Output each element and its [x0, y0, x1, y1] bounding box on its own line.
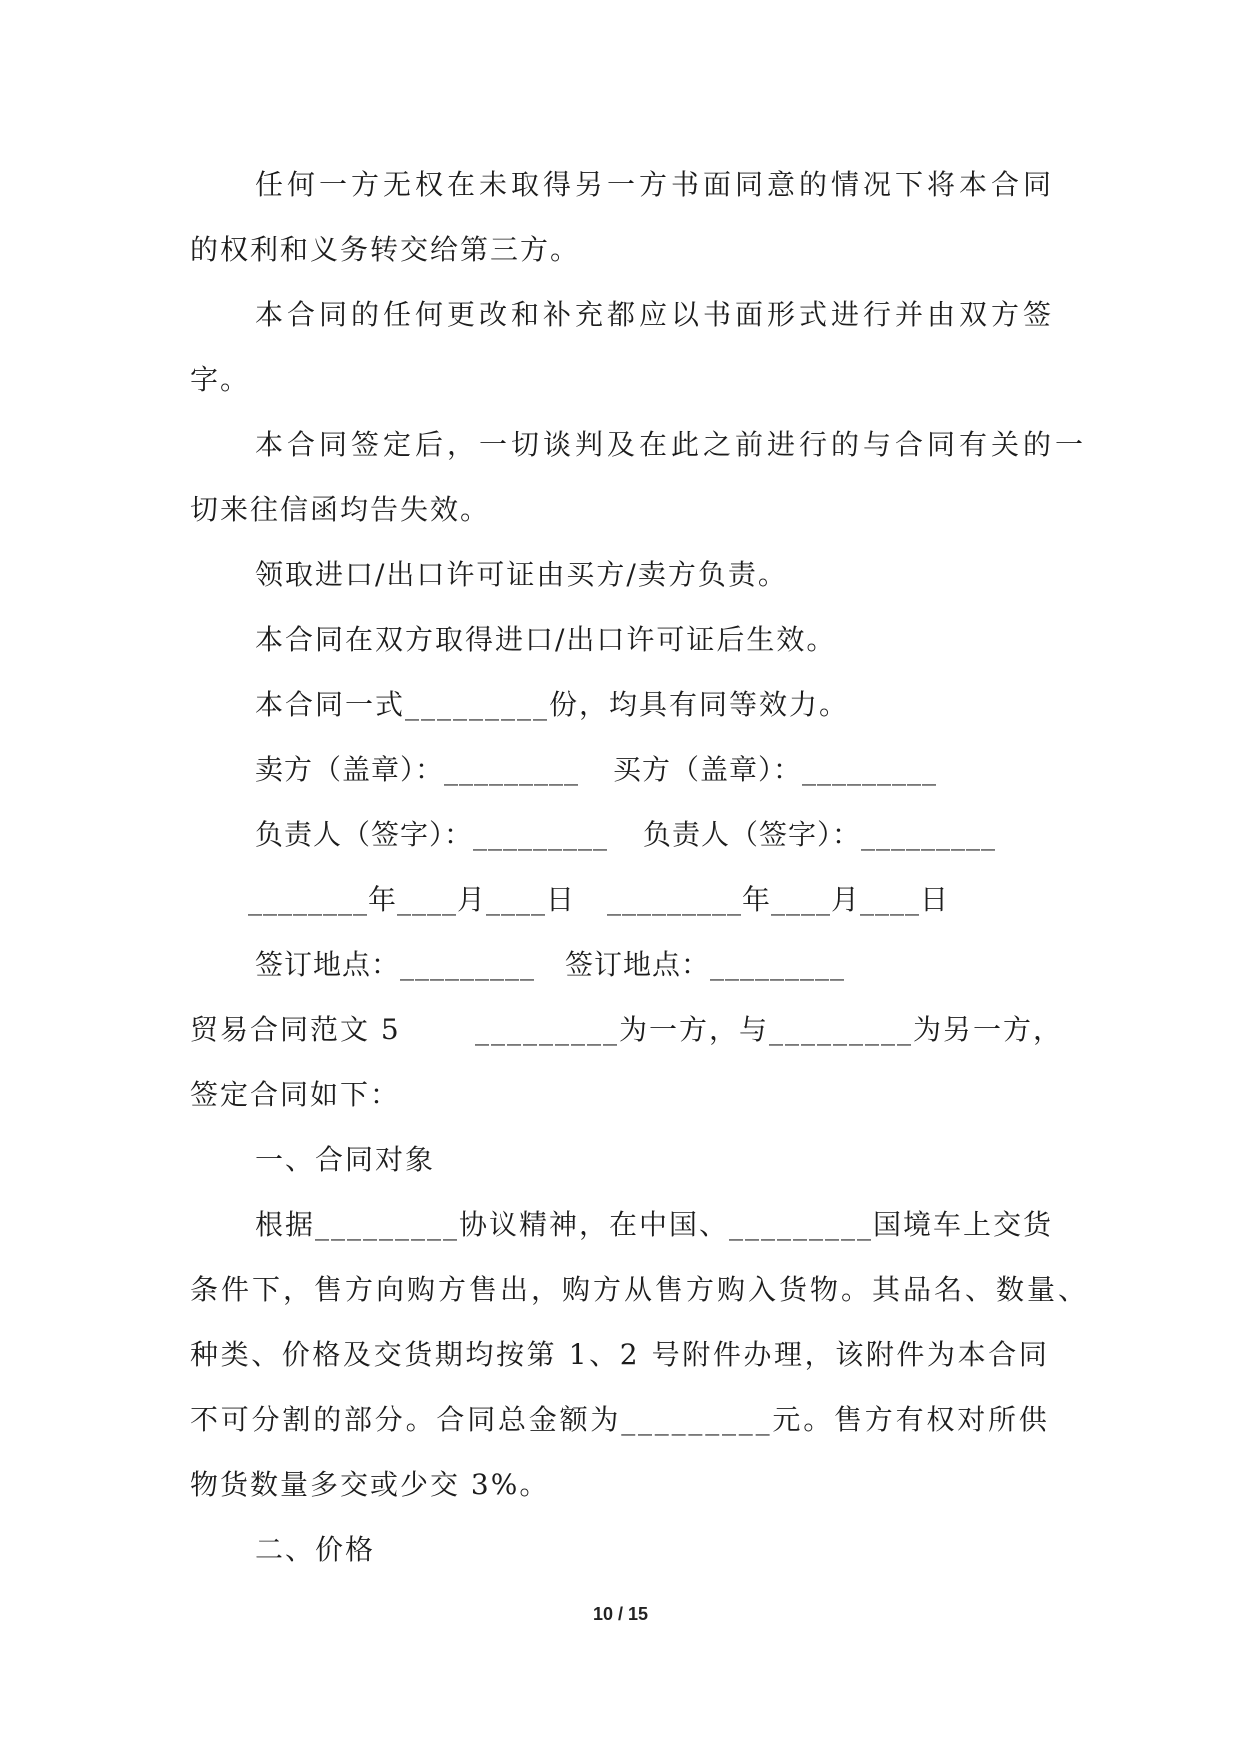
- left-date-field: ________年____月____日: [248, 883, 576, 916]
- clause-amendment-line-2: 字。: [190, 363, 251, 396]
- clause-copies: 本合同一式_________份，均具有同等效力。: [255, 688, 850, 721]
- signature-signatory-row: [190, 802, 1070, 867]
- clause-assignment-line-2: 的权利和义务转交给第三方。: [190, 233, 581, 266]
- clause-supersede-line-1: 本合同签定后，一切谈判及在此之前进行的与合同有关的一: [255, 428, 1088, 461]
- section-1-body-line-4: 不可分割的部分。合同总金额为_________元。售方有权对所供: [190, 1403, 1050, 1436]
- clause-supersede-line-2: 切来往信函均告失效。: [190, 493, 491, 526]
- buyer-seal-field: 买方（盖章）：_________: [613, 753, 938, 786]
- sample-intro-line-2: 签定合同如下：: [190, 1078, 401, 1111]
- seller-seal-field: 卖方（盖章）：_________: [255, 753, 580, 786]
- left-signatory-field: 负责人（签字）：_________: [255, 818, 609, 851]
- document-body: [190, 152, 1090, 1582]
- section-1-body-line-1: 根据_________协议精神，在中国、_________国境车上交货: [255, 1208, 1054, 1241]
- clause-effective: 本合同在双方取得进口/出口许可证后生效。: [255, 623, 837, 656]
- clause-amendment-line-1: 本合同的任何更改和补充都应以书面形式进行并由双方签: [255, 298, 1056, 331]
- section-1-body-line-2: 条件下，售方向购方售出，购方从售方购入货物。其品名、数量、: [190, 1273, 1090, 1306]
- signature-place-row: [190, 932, 1070, 997]
- right-signatory-field: 负责人（签字）：_________: [643, 818, 997, 851]
- page-number: 10 / 15: [592, 1604, 649, 1624]
- left-place-field: 签订地点：_________: [255, 948, 536, 981]
- section-1-title: 一、合同对象: [255, 1143, 436, 1176]
- clause-license: 领取进口/出口许可证由买方/卖方负责。: [255, 558, 788, 591]
- right-date-field: _________年____月____日: [607, 883, 950, 916]
- section-1-body-line-3: 种类、价格及交货期均按第 1、2 号附件办理，该附件为本合同: [190, 1338, 1050, 1371]
- signature-seal-row: [190, 737, 1070, 802]
- right-place-field: 签订地点：_________: [565, 948, 846, 981]
- signature-date-row: [190, 867, 1070, 932]
- sample-heading: 贸易合同范文 5: [190, 1013, 401, 1046]
- sample-heading-line: [190, 997, 1070, 1062]
- clause-assignment-line-1: 任何一方无权在未取得另一方书面同意的情况下将本合同: [255, 168, 1056, 201]
- section-2-title: 二、价格: [255, 1533, 376, 1566]
- sample-intro-line-1: _________为一方，与_________为另一方，: [475, 1013, 1064, 1046]
- section-1-body-line-5: 物货数量多交或少交 3%。: [190, 1468, 550, 1501]
